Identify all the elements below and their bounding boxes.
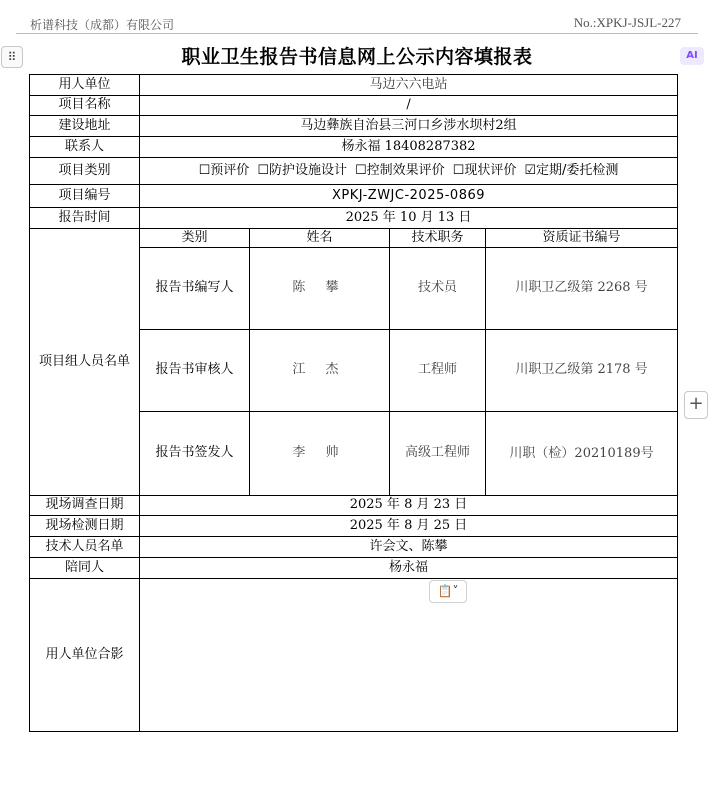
test-date-label: 现场检测日期 (30, 516, 140, 537)
team-title[interactable]: 高级工程师 (390, 412, 486, 496)
survey-date-label: 现场调查日期 (30, 496, 140, 516)
checkbox-icon[interactable]: ☐ (354, 162, 367, 178)
clipboard-icon[interactable]: 📋˅ (429, 580, 467, 603)
contact-label: 联系人 (30, 137, 140, 158)
report-form-table (29, 74, 678, 732)
report-time-label: 报告时间 (30, 208, 140, 229)
checkbox-icon[interactable]: ☐ (198, 162, 211, 178)
team-role: 报告书审核人 (140, 330, 250, 412)
team-header-cert: 资质证书编号 (486, 229, 678, 248)
tech-staff-label: 技术人员名单 (30, 537, 140, 558)
team-name[interactable]: 李 帅 (250, 412, 390, 496)
plus-icon[interactable]: + (684, 391, 708, 419)
ai-assistant-button[interactable]: AI (680, 47, 704, 65)
category-option-protection-design[interactable]: ☐防护设施设计 (257, 162, 347, 178)
employer-value[interactable]: 马边六六电站 (140, 75, 678, 96)
escort-value[interactable]: 杨永福 (140, 558, 678, 579)
document-number: No.:XPKJ-JSJL-227 (573, 15, 681, 30)
team-title[interactable]: 工程师 (390, 330, 486, 412)
tech-staff-value[interactable]: 许会文、陈攀 (140, 537, 678, 558)
team-label: 项目组人员名单 (30, 229, 140, 496)
team-cert[interactable]: 川职（检）20210189号 (486, 412, 678, 496)
project-name-label: 项目名称 (30, 96, 140, 116)
team-header-title: 技术职务 (390, 229, 486, 248)
team-header-category: 类别 (140, 229, 250, 248)
category-option-pre-assessment[interactable]: ☐预评价 (198, 162, 250, 178)
project-no-value[interactable]: XPKJ-ZWJC-2025-0869 (140, 185, 678, 208)
photo-label: 用人单位合影 (30, 579, 140, 732)
employer-label: 用人单位 (30, 75, 140, 96)
address-value[interactable]: 马边彝族自治县三河口乡涉水坝村2组 (140, 116, 678, 137)
address-label: 建设地址 (30, 116, 140, 137)
page-title: 职业卫生报告书信息网上公示内容填报表 (181, 46, 533, 68)
category-options (140, 158, 678, 185)
checkbox-icon[interactable]: ☐ (452, 162, 465, 178)
checkbox-icon[interactable]: ☐ (257, 162, 269, 178)
team-name[interactable]: 陈 攀 (250, 248, 390, 330)
category-option-control-effect[interactable]: ☐控制效果评价 (354, 162, 445, 178)
team-header-name: 姓名 (250, 229, 390, 248)
photo-area[interactable] (140, 579, 678, 732)
team-name[interactable]: 江 杰 (250, 330, 390, 412)
team-cert[interactable]: 川职卫乙级第 2178 号 (486, 330, 678, 412)
category-label: 项目类别 (30, 158, 140, 185)
header-divider (16, 33, 698, 34)
project-name-value[interactable]: / (140, 96, 678, 116)
category-option-status-assessment[interactable]: ☐现状评价 (452, 162, 517, 178)
drag-handle-icon[interactable]: ⠿ (1, 46, 23, 68)
company-name: 析谱科技（成都）有限公司 (30, 18, 175, 32)
test-date-value[interactable]: 2025 年 8 月 25 日 (140, 516, 678, 537)
contact-value[interactable]: 杨永福 18408287382 (140, 137, 678, 158)
team-role: 报告书签发人 (140, 412, 250, 496)
survey-date-value[interactable]: 2025 年 8 月 23 日 (140, 496, 678, 516)
report-time-value[interactable]: 2025 年 10 月 13 日 (140, 208, 678, 229)
project-no-label: 项目编号 (30, 185, 140, 208)
team-title[interactable]: 技术员 (390, 248, 486, 330)
checked-checkbox-icon[interactable]: ☑ (524, 162, 536, 178)
team-cert[interactable]: 川职卫乙级第 2268 号 (486, 248, 678, 330)
team-role: 报告书编写人 (140, 248, 250, 330)
escort-label: 陪同人 (30, 558, 140, 579)
category-option-periodic-testing[interactable]: ☑定期/委托检测 (524, 162, 619, 178)
